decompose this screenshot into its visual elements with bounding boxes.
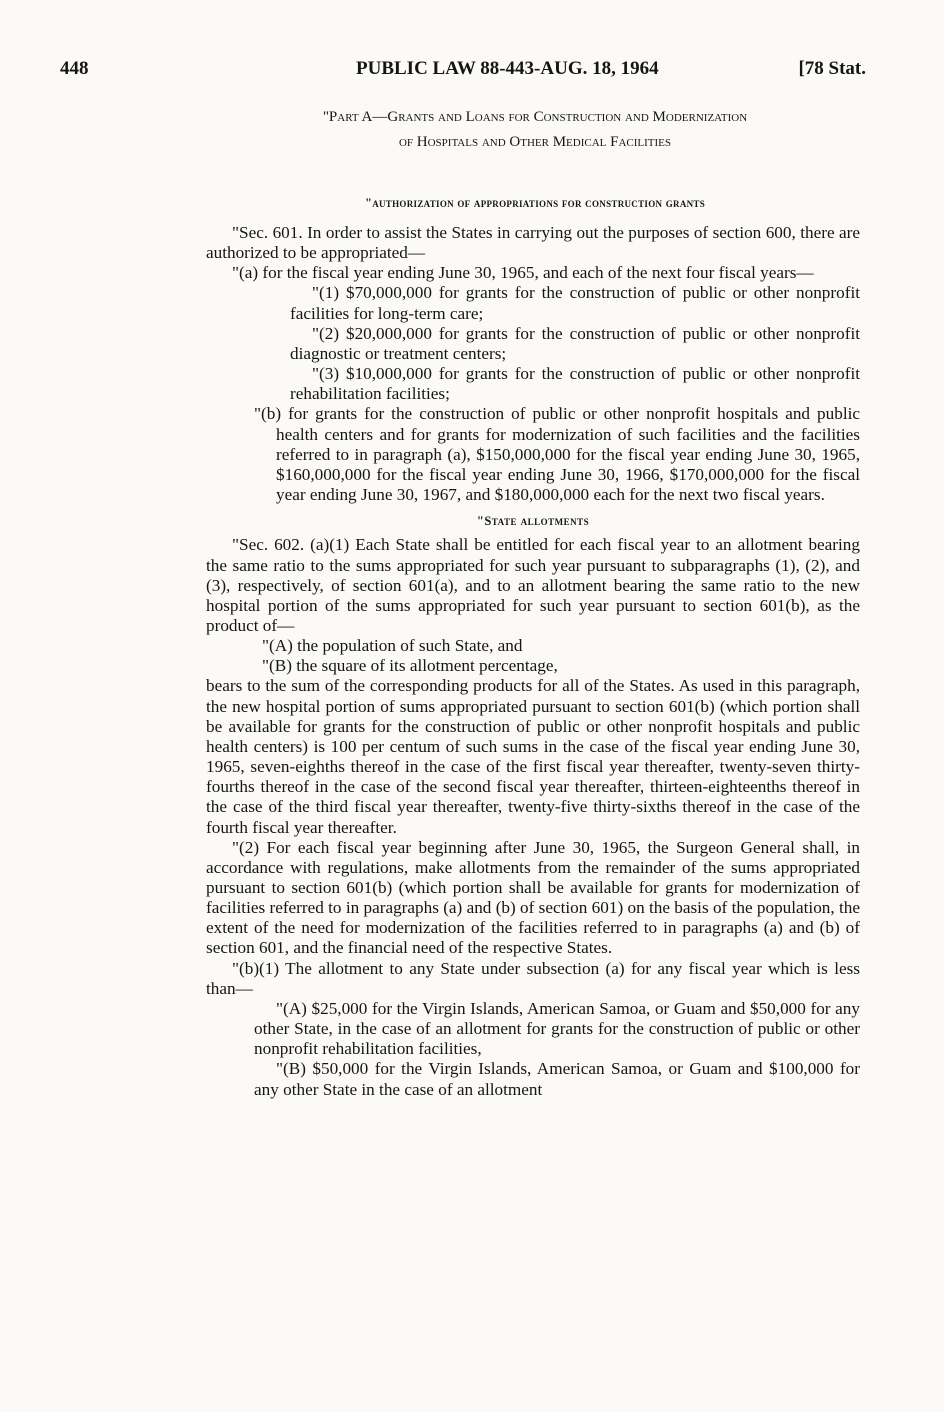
part-heading-line-1: "Part A—Grants and Loans for Construction and Modernization [322,109,748,125]
state-allotments-heading: "State allotments [476,514,590,529]
running-header [60,58,866,88]
section-601-intro: "Sec. 601. In order to assist the States in carrying out the purposes of section 600, there are authorized to be appropriated— [206,223,860,263]
part-heading [205,105,865,155]
page-number: 448 [60,58,89,79]
paragraph-602-b-1: "(b)(1) The allotment to any State under subsection (a) for any fiscal year which is less than— [206,958,860,998]
paragraph-601-a-2: "(2) $20,000,000 for grants for the construction of public or other nonprofit diagnostic or treatment centers; [290,323,860,363]
part-heading-line-2: of Hospitals and Other Medical Facilities [398,134,672,150]
paragraph-602-b-1-A: "(A) $25,000 for the Virgin Islands, American Samoa, or Guam and $50,000 for any other State, in the case of an allotment for grants for the construction of public or other nonprofit rehabilitation facilities, [254,998,860,1059]
paragraph-602-a-1-continued: bears to the sum of the corresponding products for all of the States. As used in this paragraph, the new hospital portion of sums appropriated pursuant to section 601(b) (which portion shall be available for grants for the construction of public or other nonprofit hospitals and public health centers) is 100 per centum of such sums in the case of the fiscal year ending June 30, 1965, seven-eighths thereof in the case of the first fiscal year thereafter, twenty-seven thirty-fourths thereof in the case of the second fiscal year thereafter, thirteen-eighteenths thereof in the case of the third fiscal year thereafter, twenty-five thirty-sixths thereof in the case of the fourth fiscal year thereafter. [206,676,860,837]
paragraph-601-a-3: "(3) $10,000,000 for grants for the construction of public or other nonprofit rehabilitation facilities; [290,364,860,404]
paragraph-601-a-1: "(1) $70,000,000 for grants for the construction of public or other nonprofit facilities for long-term care; [290,283,860,323]
paragraph-602-a-1-B: "(B) the square of its allotment percentage, [262,656,558,676]
paragraph-601-a: "(a) for the fiscal year ending June 30, 1965, and each of the next four fiscal years— [232,263,814,283]
paragraph-602-a-2: "(2) For each fiscal year beginning after June 30, 1965, the Surgeon General shall, in accordance with regulations, make allotments from the remainder of the sums appropriated pursuant to section 601(b) (which portion shall be available for grants for modernization of facilities referred to in paragraphs (a) and (b) of section 601) on the basis of the population, the extent of the need for modernization of the facilities referred to in paragraphs (a) and (b) of section 601, and the financial need of the respective States. [206,837,860,958]
paragraph-601-b: "(b) for grants for the construction of public or other nonprofit hospitals and public health centers and for grants for modernization of such facilities and the facilities referred to in paragraph (a), $150,000,000 for the fiscal year ending June 30, 1965, $160,000,000 for the fiscal year ending June 30, 1966, $170,000,000 for the fiscal year ending June 30, 1967, and $180,000,000 each for the next two fiscal years. [254,404,860,505]
section-602-a-1: "Sec. 602. (a)(1) Each State shall be entitled for each fiscal year to an allotment bearing the same ratio to the sums appropriated for such year pursuant to subparagraphs (1), (2), and (3), respectively, of section 601(a), and to an allotment bearing the same ratio to the new hospital portion of the sums appropriated for such year pursuant to section 601(b), as the product of— [206,535,860,635]
stat-reference: [78 Stat. [798,58,866,79]
section-subheading: "authorization of appropriations for construction grants [364,196,706,210]
paragraph-602-b-1-B: "(B) $50,000 for the Virgin Islands, American Samoa, or Guam and $100,000 for any other State in the case of an allotment [254,1059,860,1099]
body-text [206,223,860,1100]
header-title: PUBLIC LAW 88-443-AUG. 18, 1964 [356,58,659,79]
paragraph-602-a-1-A: "(A) the population of such State, and [262,636,523,656]
